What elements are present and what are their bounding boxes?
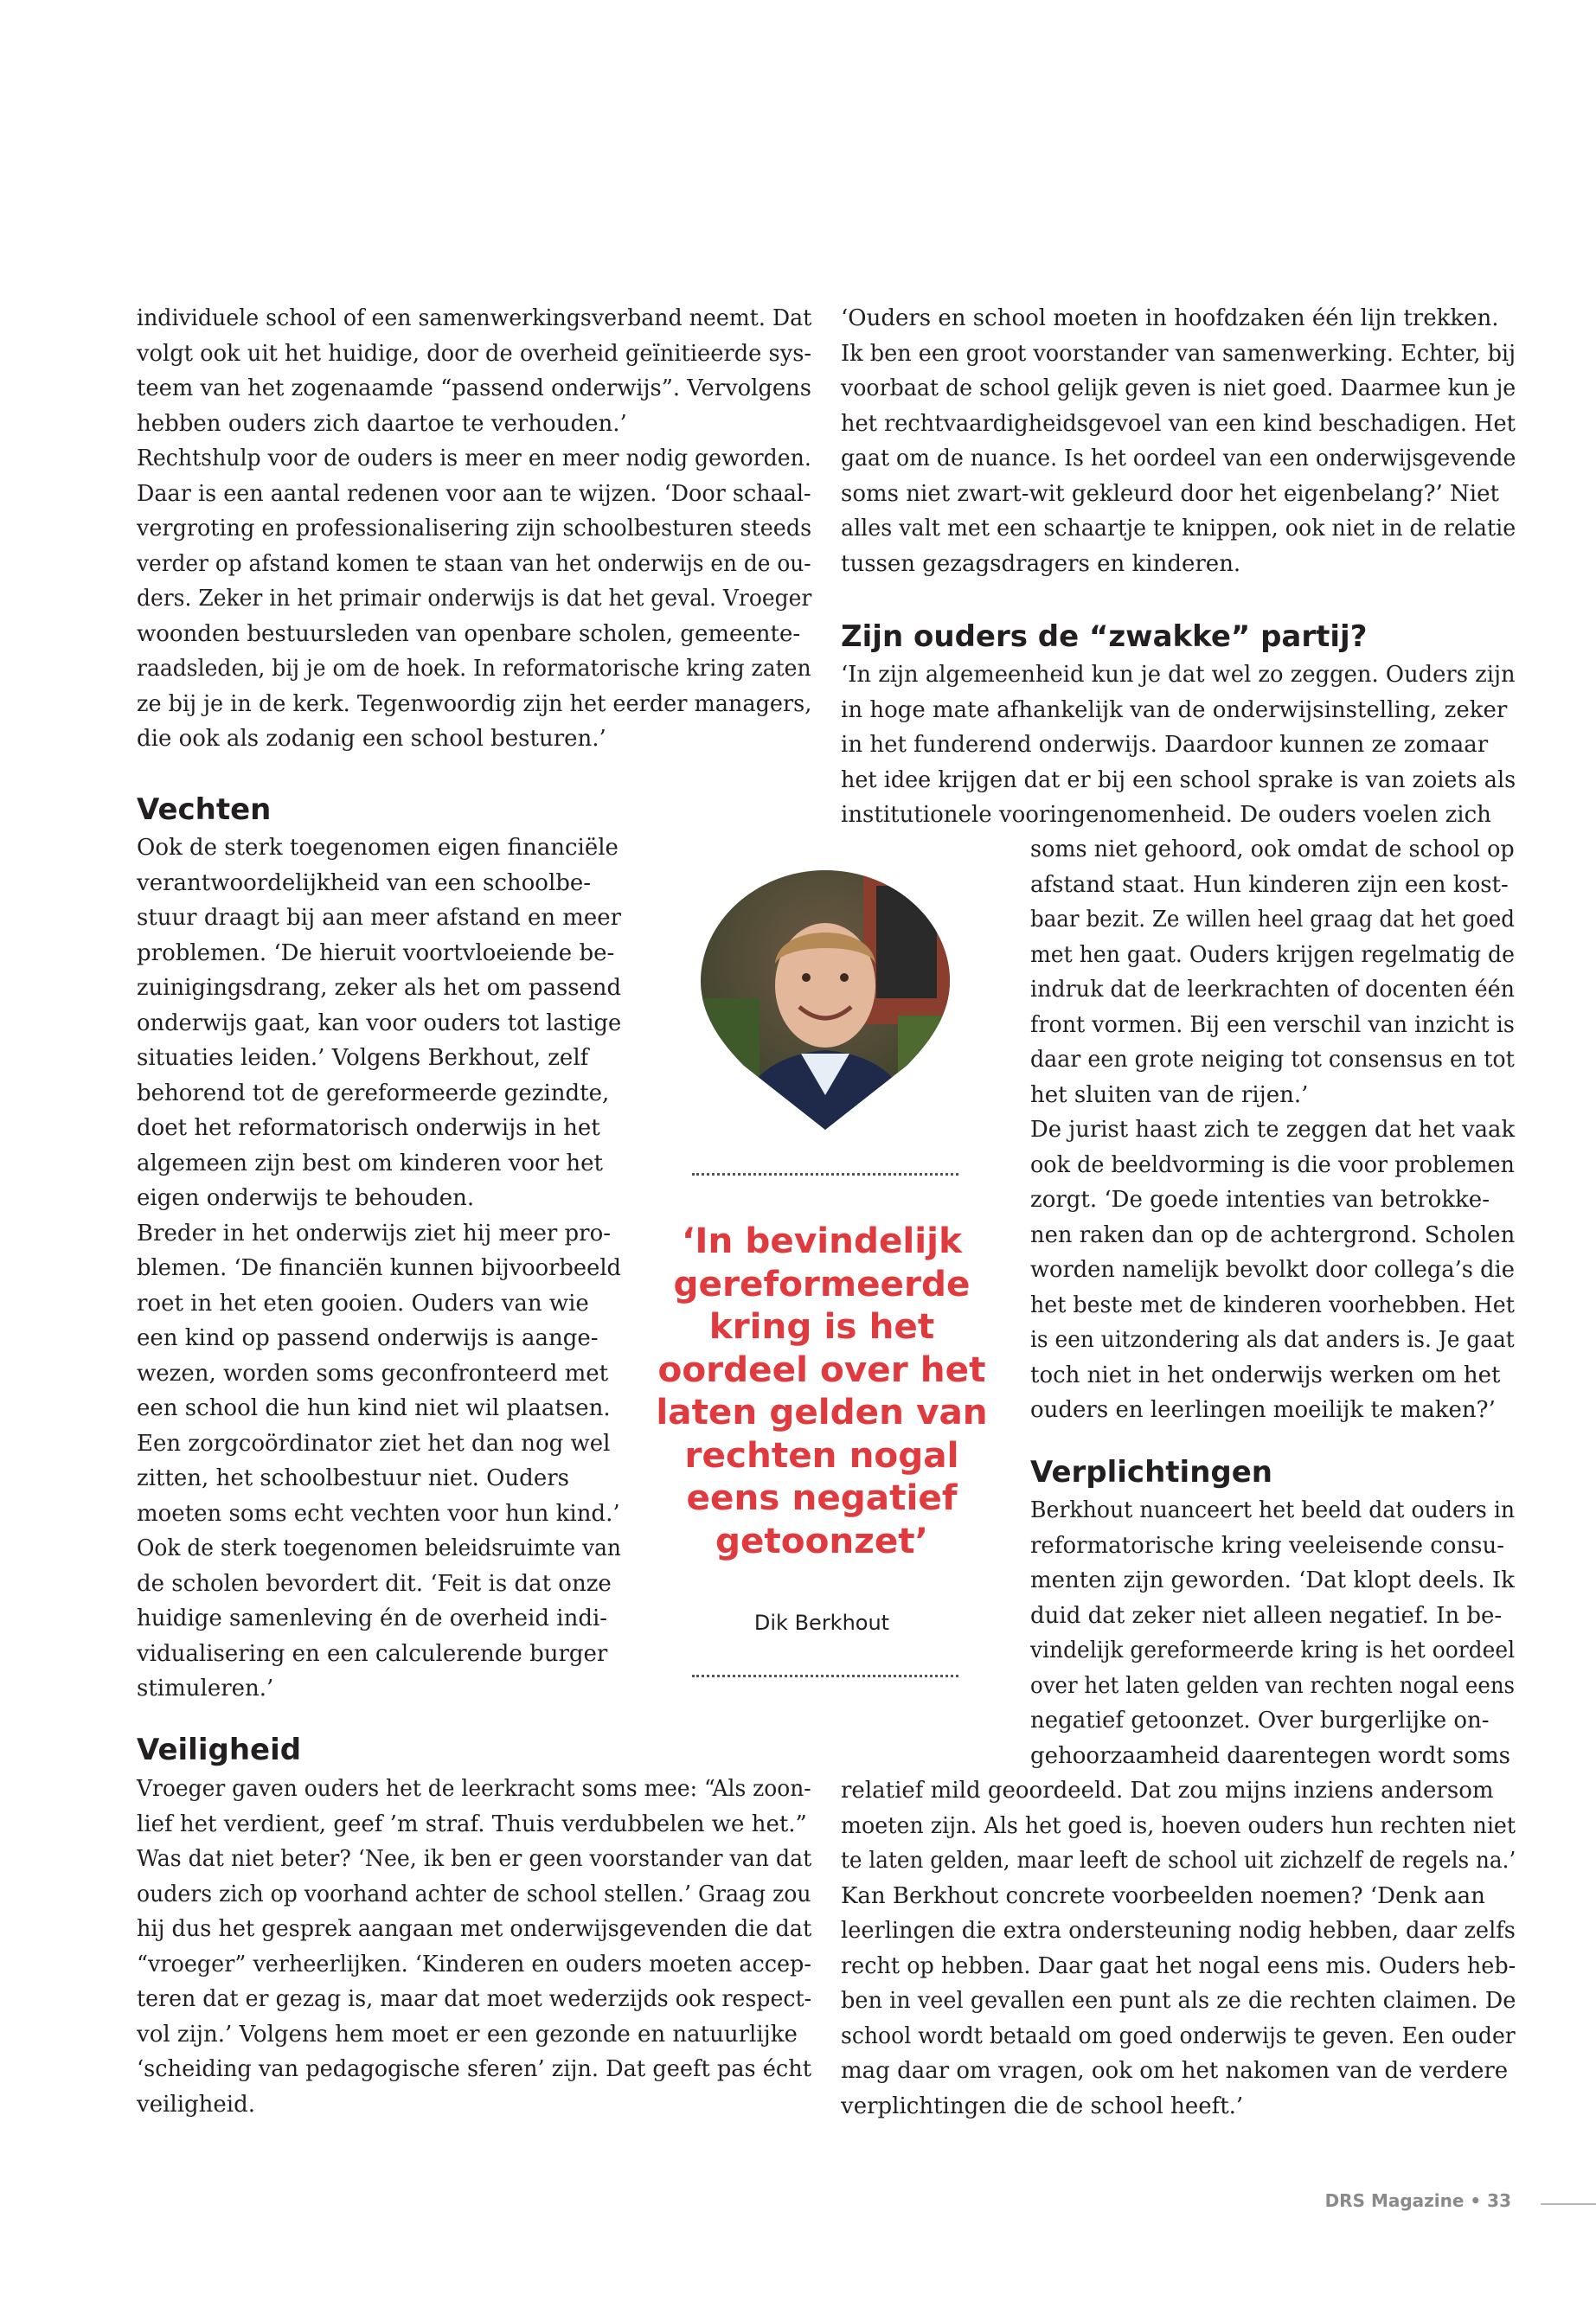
right-paragraph-3: soms niet gehoord, ook omdat de school op afstand staat. Hun kinderen zijn een kost- baar bezit. Ze willen heel graag dat het goed met hen gaat. Ouders krijgen regelmatig de indruk dat de leerkrachten of docenten één front vormen. Bij een verschil van inzicht is daar een grote neiging tot consensus en tot het sluiten van de rijen.’ De jurist haast zich te zeggen dat het vaak ook de beeldvorming is die voor problemen zorgt. ‘De goede intenties van betrokke- nen raken dan op de achtergrond. Scholen worden namelijk bevolkt door collega’s die het beste met de kinderen voorhebben. Het is een uitzondering als dat anders is. Je gaat toch niet in het onderwijs werken om het ouders en leerlingen moeilijk te maken?’ [1030,836,1516,1423]
right-paragraph-4: Berkhout nuanceert het beeld dat ouders in reformatorische kring veeleisende consu- menten zijn geworden. ‘Dat klopt deels. Ik duid dat zeker niet alleen negatief. In be- vindelijk gereformeerde kring is het oordeel over het laten gelden van rechten nogal eens negatief getoonzet. Over burgerlijke on- gehoorzaamheid daarentegen wordt soms [1030,1497,1516,1769]
right-paragraph-5: relatief mild geoordeeld. Dat zou mijns inziens andersom moeten zijn. Als het goed is, hoeven ouders hun rechten niet te laten gelden, maar leeft de school uit zichzelf de regels na.’ Kan Berkhout concrete voorbeelden noemen? ‘Denk aan leerlingen die extra ondersteuning nodig hebben, daar zelfs recht op hebben. Daar gaat het nogal eens mis. Ouders heb- ben in veel gevallen een punt als ze die rechten claimen. De school wordt betaald om goed onderwijs te geven. Een ouder mag daar om vragen, ook om het nakomen van de verdere verplichtingen die de school heeft.’ [841,1778,1516,2119]
pull-quote: ‘In bevindelijk gereformeerde kring is het oordeel over het laten gelden van rechten nogal eens negatief getoonzet’ [656,1220,988,1561]
quote-divider-top [692,1173,958,1176]
left-paragraph-2: Ook de sterk toegenomen eigen financiële verantwoordelijkheid van een schoolbe- stuur draagt bij aan meer afstand en meer problemen. ‘De hieruit voortvloeiende be- zuinigingsdrang, zeker als het om passend onderwijs gaat, kan voor ouders tot lastige situaties leiden.’ Volgens Berkhout, zelf behorend tot de gereformeerde gezindte, doet het reformatorisch onderwijs in het algemeen zijn best om kinderen voor het eigen onderwijs te behouden. Breder in het onderwijs ziet hij meer pro- blemen. ‘De financiën kunnen bijvoorbeeld roet in het eten gooien. Ouders van wie een kind op passend onderwijs is aange- wezen, worden soms geconfronteerd met een school die hun kind niet wil plaatsen. Een zorgcoördinator ziet het dan nog wel zitten, het schoolbestuur niet. Ouders moeten soms echt vechten voor hun kind.’ Ook de sterk toegenomen beleidsruimte van de scholen bevordert dit. ‘Feit is dat onze huidige samenleving én de overheid indi- vidualisering en een calculerende burger stimuleren.’ [137,835,622,1702]
pull-quote-author: Dik Berkhout [753,1611,890,1635]
heading-veiligheid: Veiligheid [137,1733,302,1767]
page-footer: DRS Magazine • 33 [1324,2190,1511,2211]
footer-rule [1541,2203,1596,2205]
left-paragraph-3: Vroeger gaven ouders het de leerkracht soms mee: “Als zoon- lief het verdient, geef ’m straf. Thuis verdubbelen we het.” Was dat niet beter? ‘Nee, ik ben er geen voorstander van dat ouders zich op voorhand achter de school stellen.’ Graag zou hij dus het gesprek aangaan met onderwijsgevenden die dat “vroeger” verheerlijken. ‘Kinderen en ouders moeten accep- teren dat er gezag is, maar dat moet wederzijds ook respect- vol zijn.’ Volgens hem moet er een gezonde en natuurlijke ‘scheiding van pedagogische sferen’ zijn. Dat geeft pas écht veiligheid. [137,1776,812,2118]
author-photo [699,868,952,1131]
left-paragraph-1: individuele school of een samenwerkingsverband neemt. Dat volgt ook uit het huidige, door de overheid geïnitieerde sys- teem van het zogenaamde “passend onderwijs”. Vervolgens hebben ouders zich daartoe te verhouden.’ Rechtshulp voor de ouders is meer en meer nodig geworden. Daar is een aantal redenen voor aan te wijzen. ‘Door schaal- vergroting en professionalisering zijn schoolbesturen steeds verder op afstand komen te staan van het onderwijs en de ou- ders. Zeker in het primair onderwijs is dat het geval. Vroeger woonden bestuursleden van openbare scholen, gemeente- raadsleden, bij je om de hoek. In reformatorische kring zaten ze bij je in de kerk. Tegenwoordig zijn het eerder managers, die ook als zodanig een school besturen.’ [137,305,812,752]
quote-divider-bottom [692,1675,958,1677]
heading-vechten: Vechten [137,792,272,827]
right-paragraph-2: ‘In zijn algemeenheid kun je dat wel zo zeggen. Ouders zijn in hoge mate afhankelijk van de onderwijsinstelling, zeker in het funderend onderwijs. Daardoor kunnen ze zomaar het idee krijgen dat er bij een school sprake is van zoiets als institutionele vooringenomenheid. De ouders voelen zich [841,662,1516,828]
heading-zwakke-partij: Zijn ouders de “zwakke” partij? [841,619,1368,654]
right-paragraph-1: ‘Ouders en school moeten in hoofdzaken één lijn trekken. Ik ben een groot voorstander van samenwerking. Echter, bij voorbaat de school gelijk geven is niet goed. Daarmee kun je het rechtvaardigheidsgevoel van een kind beschadigen. Het gaat om de nuance. Is het oordeel van een onderwijsgevende soms niet zwart-wit gekleurd door het eigenbelang?’ Niet alles valt met een schaartje te knippen, ook niet in de relatie tussen gezagsdragers en kinderen. [841,305,1516,577]
heading-verplichtingen: Verplichtingen [1030,1455,1273,1490]
